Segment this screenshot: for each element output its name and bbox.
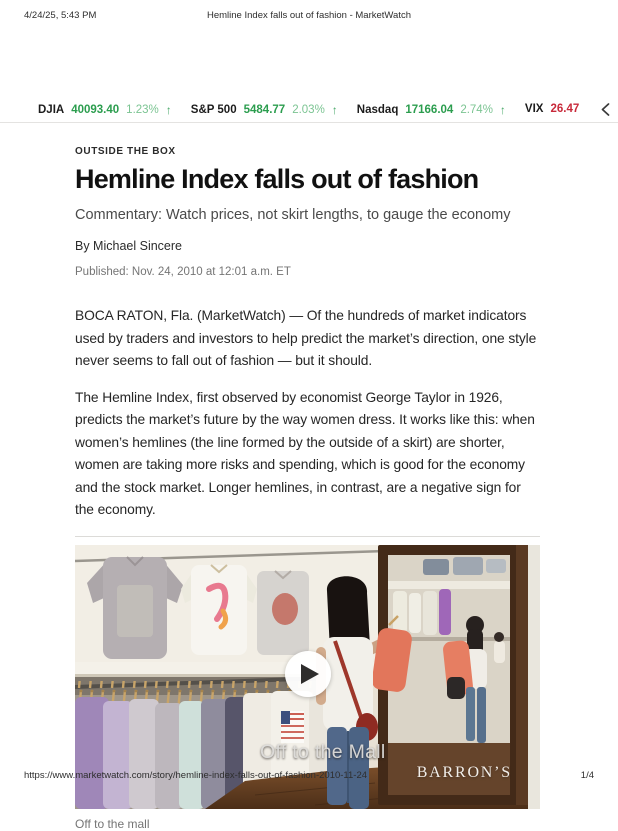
market-ticker-bar [0,96,618,123]
ticker-prev-button[interactable] [598,102,612,116]
ticker-symbol: DJIA [38,104,65,116]
print-footer-url: https://www.marketwatch.com/story/hemline-index-falls-out-of-fashion-2010-11-24 [24,770,368,781]
ticker-change: 2.03% [292,104,325,116]
article-byline[interactable]: By Michael Sincere [75,239,182,253]
article-paragraph: BOCA RATON, Fla. (MarketWatch) — Of the hundreds of market indicators used by traders and investors to help predict the market’s direction, one style never seems to fall out of fashion — but it should. [75,308,537,368]
content-divider [75,536,540,537]
play-icon [301,664,319,684]
ticker-symbol: S&P 500 [190,104,237,116]
article [75,146,540,831]
barrons-watermark: BARRON’S [416,763,512,781]
ticker-symbol: Nasdaq [356,104,399,116]
video-caption: Off to the mall [75,816,150,831]
up-arrow-icon: ↑ [165,103,172,117]
article-headline: Hemline Index falls out of fashion [75,164,479,194]
chevron-left-icon [601,103,610,116]
play-button[interactable] [285,651,331,697]
ticker-value: 5484.77 [243,104,286,116]
print-datetime: 4/24/25, 5:43 PM [24,10,97,21]
ticker-change: 2.74% [460,104,493,116]
article-kicker[interactable]: OUTSIDE THE BOX [75,146,176,157]
article-video-figure [75,545,540,831]
ticker-value: 40093.40 [71,104,120,116]
ticker-change: 1.23% [126,104,159,116]
video-overlay-title: Off to the Mall [260,740,386,763]
up-arrow-icon: ↑ [499,103,506,117]
up-arrow-icon: ↑ [331,103,338,117]
ticker-item-nasdaq[interactable] [357,102,506,116]
ticker-carousel-controls [598,102,618,116]
ticker-item-vix[interactable] [525,103,579,115]
ticker-value: 17166.04 [405,104,454,116]
print-page-indicator: 1/4 [580,770,594,781]
ticker-value: 26.47 [550,103,580,115]
ticker-item-djia[interactable] [38,102,172,116]
ticker-symbol: VIX [524,103,544,115]
ticker-item-sp500[interactable] [191,102,338,116]
article-published-date: Published: Nov. 24, 2010 at 12:01 a.m. ET [75,266,291,278]
article-body [75,305,540,522]
print-header [24,10,594,24]
article-paragraph: The Hemline Index, first observed by economist George Taylor in 1926, predicts the market’s future by the way women dress. It works like this: when women’s hemlines (the line formed by the outside of a skirt) are shorter, women are taking more risks and spending, which is good for the economy and the stock market. Longer hemlines, in contrast, are a negative sign for the economy. [75,389,535,517]
print-footer [24,770,594,784]
video-thumbnail[interactable] [75,545,540,809]
article-subheadline: Commentary: Watch prices, not skirt lengths, to gauge the economy [75,207,511,223]
print-doc-title: Hemline Index falls out of fashion - MarketWatch [207,10,411,21]
